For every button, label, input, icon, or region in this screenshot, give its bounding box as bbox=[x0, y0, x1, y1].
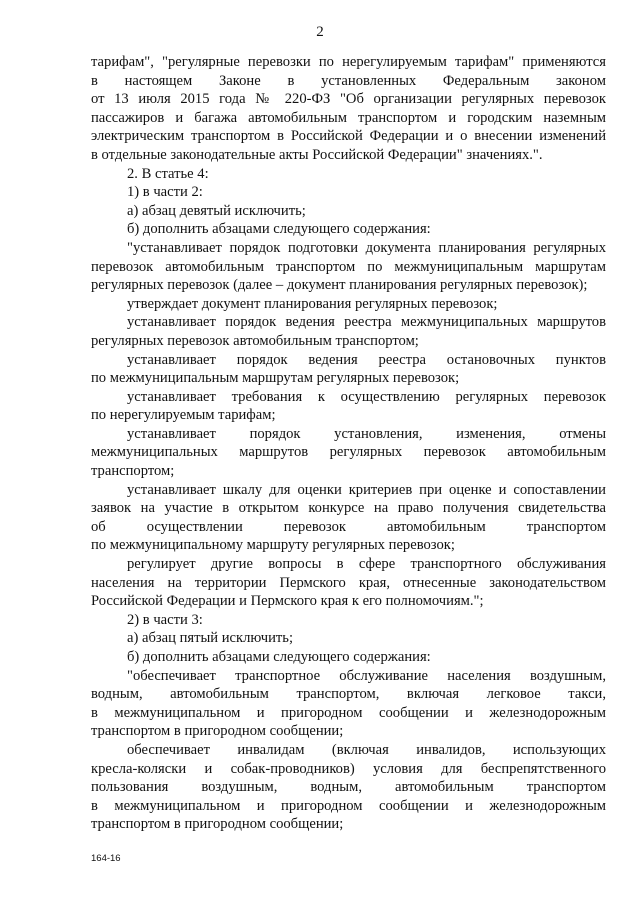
text-line: б) дополнить абзацами следующего содержания: bbox=[127, 221, 431, 238]
document-body bbox=[91, 53, 606, 834]
text-line: обеспечивает инвалидам (включая инвалидов, использующих bbox=[127, 741, 606, 758]
text-line: 2) в части 3: bbox=[127, 611, 203, 628]
text-line: пассажиров и багажа автомобильным транспортом и городским наземным bbox=[91, 109, 606, 126]
text-line: по нерегулируемым тарифам; bbox=[91, 407, 276, 424]
text-line: в межмуниципальном и пригородном сообщении и железнодорожным bbox=[91, 704, 606, 721]
text-line: в настоящем Законе в установленных Федеральным законом bbox=[91, 72, 606, 89]
text-line: от 13 июля 2015 года № 220-ФЗ "Об организации регулярных перевозок bbox=[91, 91, 606, 108]
text-line: 1) в части 2: bbox=[127, 184, 203, 201]
text-line: 2. В статье 4: bbox=[127, 165, 209, 182]
text-line: тарифам", "регулярные перевозки по нерегулируемым тарифам" применяются bbox=[91, 54, 606, 70]
text-line: "устанавливает порядок подготовки документа планирования регулярных bbox=[127, 239, 606, 256]
text-line: регулярных перевозок (далее – документ планирования регулярных перевозок); bbox=[91, 277, 588, 294]
text-line: устанавливает шкалу для оценки критериев при оценке и сопоставлении bbox=[127, 481, 606, 498]
text-line: заявок на участие в открытом конкурсе на право получения свидетельства bbox=[91, 500, 606, 517]
text-line: "обеспечивает транспортное обслуживание населения воздушным, bbox=[127, 667, 606, 684]
text-line: регулирует другие вопросы в сфере транспортного обслуживания bbox=[127, 556, 606, 573]
text-line: водным, автомобильным транспортом, включая легковое такси, bbox=[91, 686, 606, 703]
page-number: 2 bbox=[316, 24, 324, 40]
text-line: устанавливает порядок ведения реестра межмуниципальных маршрутов bbox=[127, 314, 606, 331]
text-line: в отдельные законодательные акты Российской Федерации" значениях.". bbox=[91, 146, 543, 163]
text-line: по межмуниципальному маршруту регулярных перевозок; bbox=[91, 537, 455, 554]
text-line: утверждает документ планирования регулярных перевозок; bbox=[127, 295, 498, 312]
text-line: об осуществлении перевозок автомобильным транспортом bbox=[91, 518, 606, 535]
text-line: межмуниципальных маршрутов регулярных перевозок автомобильным bbox=[91, 444, 606, 461]
text-line: устанавливает порядок ведения реестра остановочных пунктов bbox=[127, 351, 606, 368]
text-line: транспортом в пригородном сообщении; bbox=[91, 816, 344, 833]
text-line: населения на территории Пермского края, отнесенные законодательством bbox=[91, 574, 606, 591]
text-line: пользования воздушным, водным, автомобильным транспортом bbox=[91, 779, 606, 796]
text-line: а) абзац пятый исключить; bbox=[127, 630, 293, 647]
text-line: транспортом в пригородном сообщении; bbox=[91, 723, 344, 740]
text-line: по межмуниципальным маршрутам регулярных перевозок; bbox=[91, 370, 460, 387]
text-line: электрическим транспортом в Российской Федерации и о внесении изменений bbox=[91, 128, 606, 145]
text-line: Российской Федерации и Пермского края к его полномочиям."; bbox=[91, 593, 484, 610]
text-line: а) абзац девятый исключить; bbox=[127, 202, 306, 219]
text-line: устанавливает требования к осуществлению регулярных перевозок bbox=[127, 388, 606, 405]
text-line: транспортом; bbox=[91, 463, 175, 480]
text-line: кресла-коляски и собак-проводников) условия для беспрепятственного bbox=[91, 760, 606, 777]
document-code: 164-16 bbox=[91, 853, 121, 864]
text-line: в межмуниципальном и пригородном сообщении и железнодорожным bbox=[91, 797, 606, 814]
text-line: устанавливает порядок установления, изменения, отмены bbox=[127, 425, 606, 442]
text-line: б) дополнить абзацами следующего содержания: bbox=[127, 649, 431, 665]
text-line: перевозок автомобильным транспортом по межмуниципальным маршрутам bbox=[91, 258, 606, 275]
text-line: регулярных перевозок автомобильным транспортом; bbox=[91, 332, 419, 349]
